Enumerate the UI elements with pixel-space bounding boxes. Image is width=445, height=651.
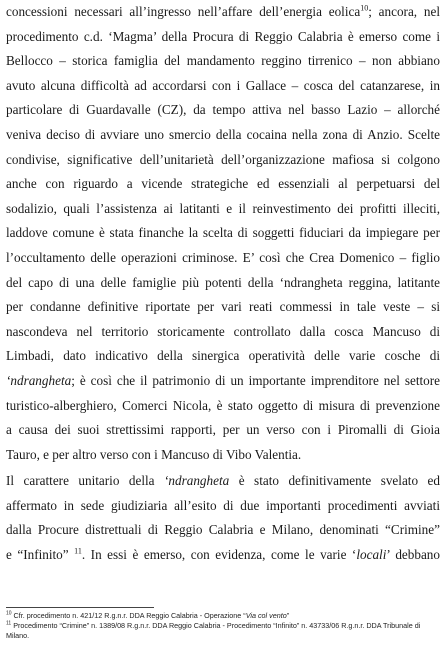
paragraph-1-line <box>6 148 440 173</box>
paragraph-2-line <box>6 494 440 519</box>
text-run: Il carattere unitario della <box>6 473 165 489</box>
paragraph-1-line <box>6 123 440 148</box>
text-run: Limbadi, dato indicativo della sinergica operatività delle varie cosche di <box>6 348 440 364</box>
text-run: a causa dei suoi strettissimi rapporti, per un verso con i Piromalli di Gioia <box>6 422 440 438</box>
text-run: ’ debbano <box>386 547 440 563</box>
text-run: procedimento c.d. ‘Magma’ della Procura di Reggio Calabria è emerso come i <box>6 28 440 44</box>
italic-term: ‘ndrangheta <box>6 372 72 388</box>
paragraph-2 <box>6 469 440 567</box>
text-run: ; è così che il patrimonio di un importante imprenditore nel settore <box>71 372 440 388</box>
paragraph-1-line <box>6 418 440 443</box>
footnote-item <box>6 631 440 641</box>
paragraph-1-line <box>6 172 440 197</box>
footnote-text: Cfr. procedimento n. 421/12 R.g.n.r. DDA Reggio Calabria - Operazione “ <box>11 611 246 620</box>
text-run: laddove comune è stata finanche la scelta di soggetti fiduciari da impiegare per <box>6 225 440 241</box>
text-run: e “Infinito” <box>6 547 75 563</box>
paragraph-1-line <box>6 49 440 74</box>
paragraph-2-line <box>6 543 440 568</box>
footnote-separator <box>6 607 154 608</box>
text-run: avuto alcuna difficoltà ad accordarsi con i Gallace – cosca del catanzarese, in <box>6 77 440 93</box>
text-run: ; ancora, nel <box>368 4 440 19</box>
paragraph-2-line <box>6 518 440 543</box>
paragraph-1-line <box>6 246 440 271</box>
text-run: Bellocco – storica famiglia del mandamento reggino tirrenico – non abbiano <box>6 53 440 69</box>
footnote-text: Procedimento “Crimine” n. 1389/08 R.g.n.r. DDA Reggio Calabria - Procedimento “Infinito” n. 43733/06 R.g.n.r. DDA Tribunale di <box>11 621 421 630</box>
paragraph-1-line <box>6 369 440 394</box>
footnote-item <box>6 621 440 631</box>
text-run: concessioni necessari all’ingresso nell’affare dell’energia eolica <box>6 4 361 19</box>
footnote-ref[interactable]: 11 <box>74 546 82 556</box>
paragraph-1-line <box>6 221 440 246</box>
text-run: turistico-alberghiero, Comerci Nicola, è stato oggetto di misura di prevenzione <box>6 397 440 413</box>
paragraph-1-line <box>6 443 440 468</box>
text-run: del capo di una delle famiglie più potenti della ‘ndrangheta reggina, latitante <box>6 274 440 290</box>
text-run: particolare di Guardavalle (CZ), da tempo attiva nel basso Lazio – allorché <box>6 102 440 118</box>
text-run: per condanne definitive riportate per vari reati commessi in tale veste – si <box>6 299 440 315</box>
footnote-italic: Via col vento <box>245 611 287 620</box>
paragraph-1-line <box>6 0 440 25</box>
paragraph-1-line <box>6 197 440 222</box>
document-page <box>6 0 440 568</box>
text-run: anche con riguardo a vicende strategiche ed essenziali al perpetuarsi del <box>6 176 440 192</box>
text-run: Tauro, e per altro verso con i Mancuso di Vibo Valentia. <box>6 446 302 462</box>
text-run: condivise, significative dell’unitarietà dell’organizzazione mafiosa si colgono <box>6 151 440 167</box>
footnote-number: 10 <box>6 610 12 617</box>
footnotes <box>6 611 440 641</box>
footnote-text: Milano. <box>6 631 30 640</box>
paragraph-1-line <box>6 320 440 345</box>
text-run: è stato definitivamente svelato ed <box>229 473 440 489</box>
text-run: nascondeva nel territorio storicamente controllato dalla cosca Mancuso di <box>6 323 440 339</box>
text-run: . In essi è emerso, con evidenza, come le varie ‘ <box>81 547 357 563</box>
text-run: sodalizio, quali l’assistenza ai latitanti e il reinvestimento dei profitti illeciti, <box>6 200 440 216</box>
paragraph-1-line <box>6 74 440 99</box>
italic-term: locali <box>356 547 387 563</box>
footnote-item <box>6 611 440 621</box>
paragraph-1 <box>6 0 440 467</box>
paragraph-2-line <box>6 469 440 494</box>
text-run: veniva deciso di avviare uno smercio della cocaina nella zona di Anzio. Scelte <box>6 126 440 142</box>
footnote-text-end: ” <box>286 611 290 620</box>
text-run: affermato in sede giudiziaria all’esito di due importanti procedimenti avviati <box>6 497 440 513</box>
footnote-number: 11 <box>6 620 12 627</box>
paragraph-1-line <box>6 295 440 320</box>
paragraph-1-line <box>6 98 440 123</box>
paragraph-1-line <box>6 25 440 50</box>
paragraph-1-line <box>6 344 440 369</box>
text-run: dalla Procure distrettuali di Reggio Calabria e Milano, denominati “Crimine” <box>6 522 440 538</box>
text-run: l’occultamento delle operazioni criminose. E’ così che Crea Domenico – figlio <box>6 249 440 265</box>
paragraph-1-line <box>6 271 440 296</box>
paragraph-1-line <box>6 394 440 419</box>
footnote-ref[interactable]: 10 <box>360 3 369 13</box>
italic-term: ‘ndrangheta <box>164 473 230 489</box>
